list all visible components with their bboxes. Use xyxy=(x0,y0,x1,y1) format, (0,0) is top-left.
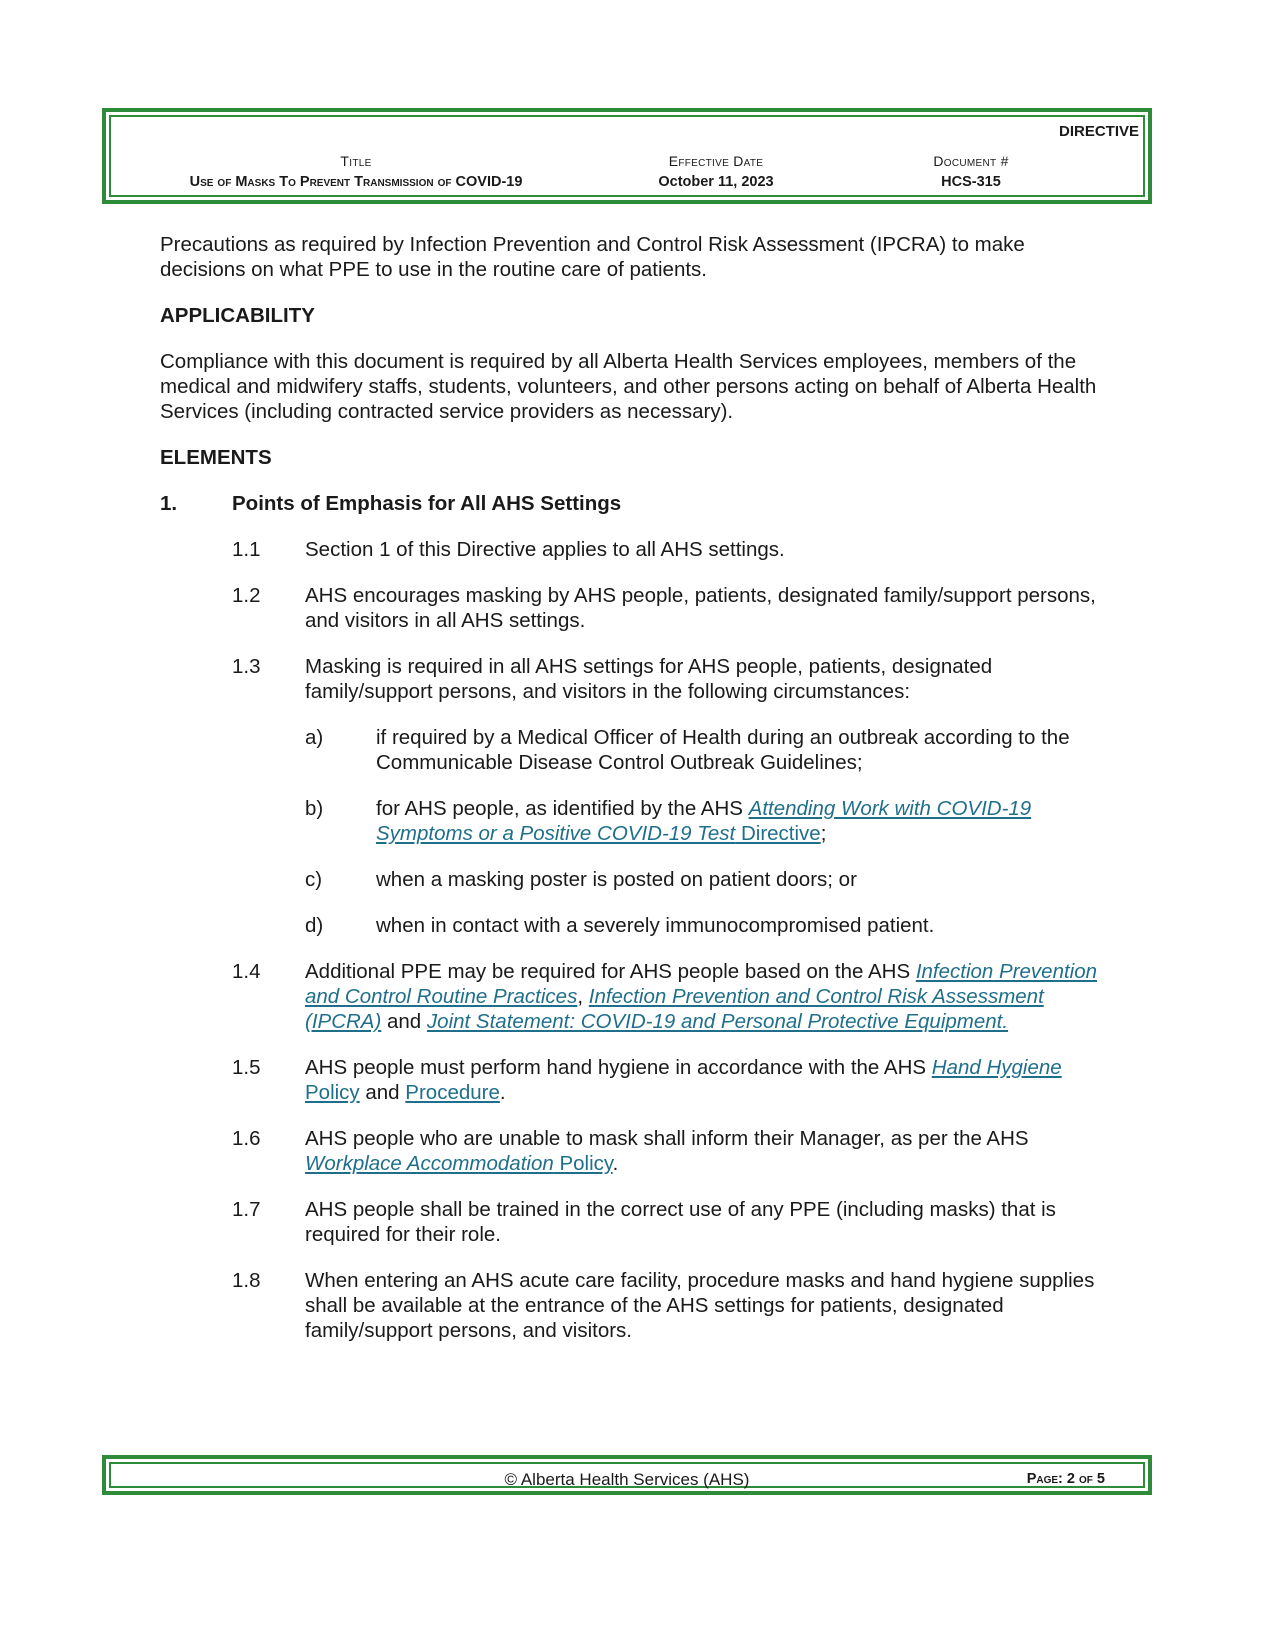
item-text-sep: , xyxy=(577,985,589,1008)
subitem-b xyxy=(160,796,1100,846)
section-heading xyxy=(160,491,1100,516)
subitem-letter: b) xyxy=(305,797,324,820)
item-text: AHS encourages masking by AHS people, patients, designated family/support persons, and visitors in all AHS settings. xyxy=(305,584,1096,632)
link-italic-text: Attending Work with COVID-19 Symptoms or a Positive COVID-19 Test xyxy=(376,797,1032,845)
item-1-2 xyxy=(160,583,1100,633)
link-text: Joint Statement: COVID-19 and Personal Protective Equipment. xyxy=(426,1010,1009,1033)
subitem-d xyxy=(160,913,1100,938)
link-plain-text: Policy xyxy=(553,1152,613,1175)
subitem-text-prefix: for AHS people, as identified by the AHS xyxy=(376,797,749,820)
document-number-label: Document # xyxy=(933,153,1009,169)
section-title: Points of Emphasis for All AHS Settings xyxy=(232,492,622,515)
item-number: 1.3 xyxy=(232,655,261,678)
item-number: 1.8 xyxy=(232,1269,261,1292)
item-text-prefix: AHS people must perform hand hygiene in accordance with the AHS xyxy=(305,1056,932,1079)
subitem-c xyxy=(160,867,1100,892)
item-text-prefix: AHS people who are unable to mask shall inform their Manager, as per the AHS xyxy=(305,1127,1029,1150)
intro-paragraph: Precautions as required by Infection Prevention and Control Risk Assessment (IPCRA) to make decisions on what PPE to use in the routine care of patients. xyxy=(160,233,1025,281)
item-1-7 xyxy=(160,1197,1100,1247)
subitem-text-suffix: ; xyxy=(820,822,827,845)
elements-heading: ELEMENTS xyxy=(160,446,272,469)
workplace-accommodation-policy-link[interactable] xyxy=(305,1152,613,1175)
link-text: Infection Prevention and Control Routine Practices xyxy=(305,960,1098,1008)
item-number: 1.4 xyxy=(232,960,261,983)
item-number: 1.2 xyxy=(232,584,261,607)
page-number: Page: 2 of 5 xyxy=(1026,1471,1105,1487)
effective-date-value: October 11, 2023 xyxy=(658,174,774,190)
item-number: 1.5 xyxy=(232,1056,261,1079)
item-text: Masking is required in all AHS settings for AHS people, patients, designated family/support persons, and visitors in the following circumstances: xyxy=(305,655,993,703)
subitem-text: when in contact with a severely immunocompromised patient. xyxy=(376,914,935,937)
subitem-letter: a) xyxy=(305,726,324,749)
item-text-suffix: . xyxy=(612,1152,619,1175)
subitem-letter: d) xyxy=(305,914,324,937)
item-number: 1.1 xyxy=(232,538,261,561)
item-1-8 xyxy=(160,1268,1100,1343)
item-number: 1.6 xyxy=(232,1127,261,1150)
effective-date-block xyxy=(631,153,801,190)
document-number-value: HCS-315 xyxy=(941,174,1001,190)
item-1-3 xyxy=(160,654,1100,704)
subitem-text: when a masking poster is posted on patient doors; or xyxy=(376,868,857,891)
item-text-and: and xyxy=(381,1010,427,1033)
link-text: Infection Prevention and Control Risk Assessment (IPCRA) xyxy=(305,985,1044,1033)
subitem-a xyxy=(160,725,1100,775)
title-block xyxy=(156,153,556,190)
document-body xyxy=(160,232,1100,1364)
document-title: Use of Masks To Prevent Transmission of COVID-19 xyxy=(189,174,523,190)
item-1-1 xyxy=(160,537,1100,562)
subitem-letter: c) xyxy=(305,868,323,891)
hand-hygiene-procedure-link[interactable]: Procedure xyxy=(405,1081,500,1104)
item-text: AHS people shall be trained in the correct use of any PPE (including masks) that is required for their role. xyxy=(305,1198,1056,1246)
document-number-block xyxy=(911,153,1031,190)
document-type-label: DIRECTIVE xyxy=(1058,123,1139,140)
effective-date-label: Effective Date xyxy=(668,153,764,169)
item-1-4 xyxy=(160,959,1100,1034)
item-text-and: and xyxy=(359,1081,406,1104)
link-plain-text: Directive xyxy=(735,822,821,845)
subitem-text: if required by a Medical Officer of Health during an outbreak according to the Communicable Disease Control Outbreak Guidelines; xyxy=(376,726,1070,774)
section-number: 1. xyxy=(160,492,178,515)
applicability-heading: APPLICABILITY xyxy=(160,304,315,327)
item-text-prefix: Additional PPE may be required for AHS people based on the AHS xyxy=(305,960,916,983)
document-footer xyxy=(102,1455,1152,1495)
item-text: Section 1 of this Directive applies to all AHS settings. xyxy=(305,538,785,561)
item-1-5 xyxy=(160,1055,1100,1105)
link-italic-text: Workplace Accommodation xyxy=(305,1152,554,1175)
joint-statement-ppe-link[interactable] xyxy=(427,1010,1008,1033)
copyright-notice: © Alberta Health Services (AHS) xyxy=(504,1470,750,1489)
item-text: When entering an AHS acute care facility, procedure masks and hand hygiene supplies shall be available at the entrance of the AHS settings for patients, designated family/support persons, and visitors. xyxy=(305,1269,1095,1342)
item-text-suffix: . xyxy=(499,1081,506,1104)
title-label: Title xyxy=(340,153,372,169)
item-1-6 xyxy=(160,1126,1100,1176)
item-number: 1.7 xyxy=(232,1198,261,1221)
applicability-paragraph: Compliance with this document is required by all Alberta Health Services employees, members of the medical and midwifery staffs, students, volunteers, and other persons acting on behalf of Alberta Health Services (including contracted service providers as necessary). xyxy=(160,350,1097,423)
link-italic-text: Hand Hygiene xyxy=(931,1056,1062,1079)
link-plain-text: Policy xyxy=(305,1081,360,1104)
document-header xyxy=(102,108,1152,204)
